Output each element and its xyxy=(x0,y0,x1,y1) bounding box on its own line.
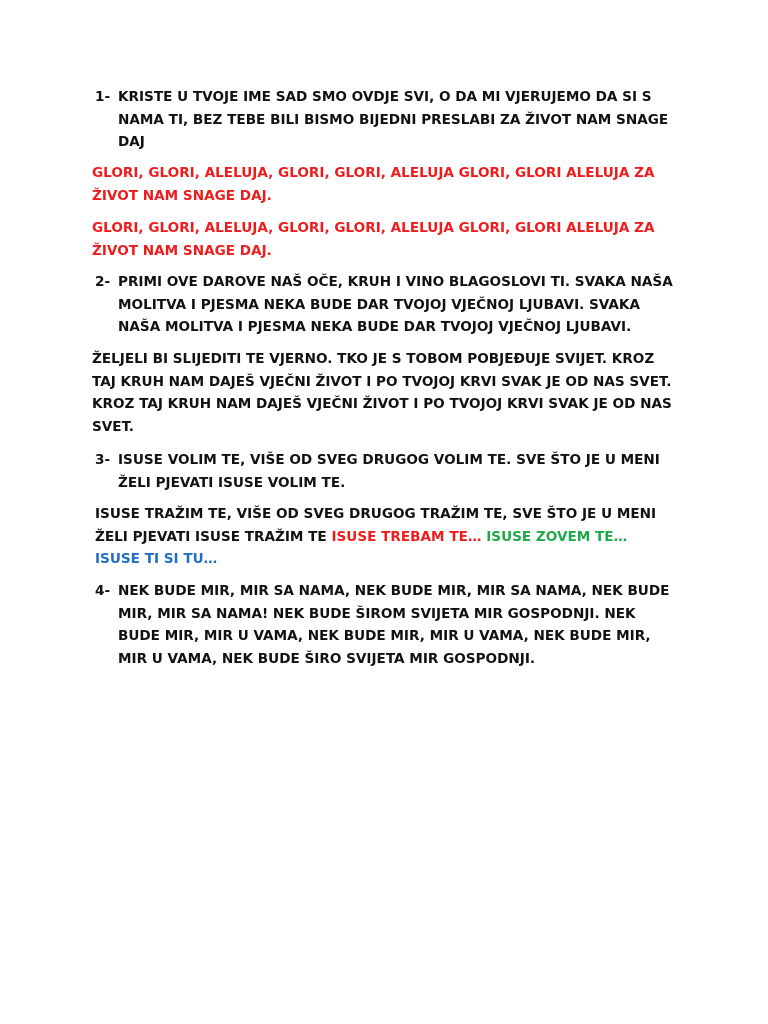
verse-number: 2- xyxy=(95,274,111,290)
refrain-1: GLORI, GLORI, ALELUJA, GLORI, GLORI, ALELUJA GLORI, GLORI ALELUJA ZA ŽIVOT NAM SNAGE DAJ. xyxy=(92,165,655,204)
refrain-2: GLORI, GLORI, ALELUJA, GLORI, GLORI, ALELUJA GLORI, GLORI ALELUJA ZA ŽIVOT NAM SNAGE DAJ. xyxy=(92,220,655,259)
verse-text: NEK BUDE MIR, MIR SA NAMA, NEK BUDE MIR, MIR SA NAMA, NEK BUDE MIR, MIR SA NAMA! NEK BUDE ŠIROM SVIJETA MIR GOSPODNJI. NEK BUDE MIR, MIR U VAMA, NEK BUDE MIR, MIR U VAMA, NEK BUDE MIR, MIR U VAMA, NEK BUDE ŠIRO SVIJETA MIR GOSPODNJI. xyxy=(118,583,670,667)
verse-number: 1- xyxy=(95,89,111,105)
verse-text: ISUSE VOLIM TE, VIŠE OD SVEG DRUGOG VOLIM TE. SVE ŠTO JE U MENI ŽELI PJEVATI ISUSE VOLIM TE. xyxy=(118,452,660,491)
continuation-main-text: ISUSE TRAŽIM TE, VIŠE OD SVEG DRUGOG TRAŽIM TE, SVE ŠTO JE U MENI ŽELI PJEVATI ISUSE TRAŽIM TE xyxy=(95,506,657,545)
verse-text: KRISTE U TVOJE IME SAD SMO OVDJE SVI, O DA MI VJERUJEMO DA SI S NAMA TI, BEZ TEBE BILI BISMO BIJEDNI PRESLABI ZA ŽIVOT NAM SNAGE DAJ xyxy=(118,89,669,150)
verse-2-continuation: ŽELJELI BI SLIJEDITI TE VJERNO. TKO JE S TOBOM POBJEĐUJE SVIJET. KROZ TAJ KRUH NAM DAJEŠ VJEČNI ŽIVOT I PO TVOJOJ KRVI SVAK JE OD NAS SVET. KROZ TAJ KRUH NAM DAJEŠ VJEČNI ŽIVOT I PO TVOJOJ KRVI SVAK JE OD NAS SVET. xyxy=(92,351,672,435)
continuation-blue-text: ISUSE TI SI TU… xyxy=(95,551,218,567)
verse-text: PRIMI OVE DAROVE NAŠ OČE, KRUH I VINO BLAGOSLOVI TI. SVAKA NAŠA MOLITVA I PJESMA NEKA BUDE DAR TVOJOJ VJEČNOJ LJUBAVI. SVAKA NAŠA MOLITVA I PJESMA NEKA BUDE DAR TVOJOJ VJEČNOJ LJUBAVI. xyxy=(118,274,673,335)
verse-number: 3- xyxy=(95,452,111,468)
verse-3-continuation xyxy=(95,503,670,571)
verse-number: 4- xyxy=(95,583,111,599)
continuation-green-text: ISUSE ZOVEM TE… xyxy=(486,528,628,545)
continuation-red-text: ISUSE TREBAM TE… xyxy=(331,528,482,545)
